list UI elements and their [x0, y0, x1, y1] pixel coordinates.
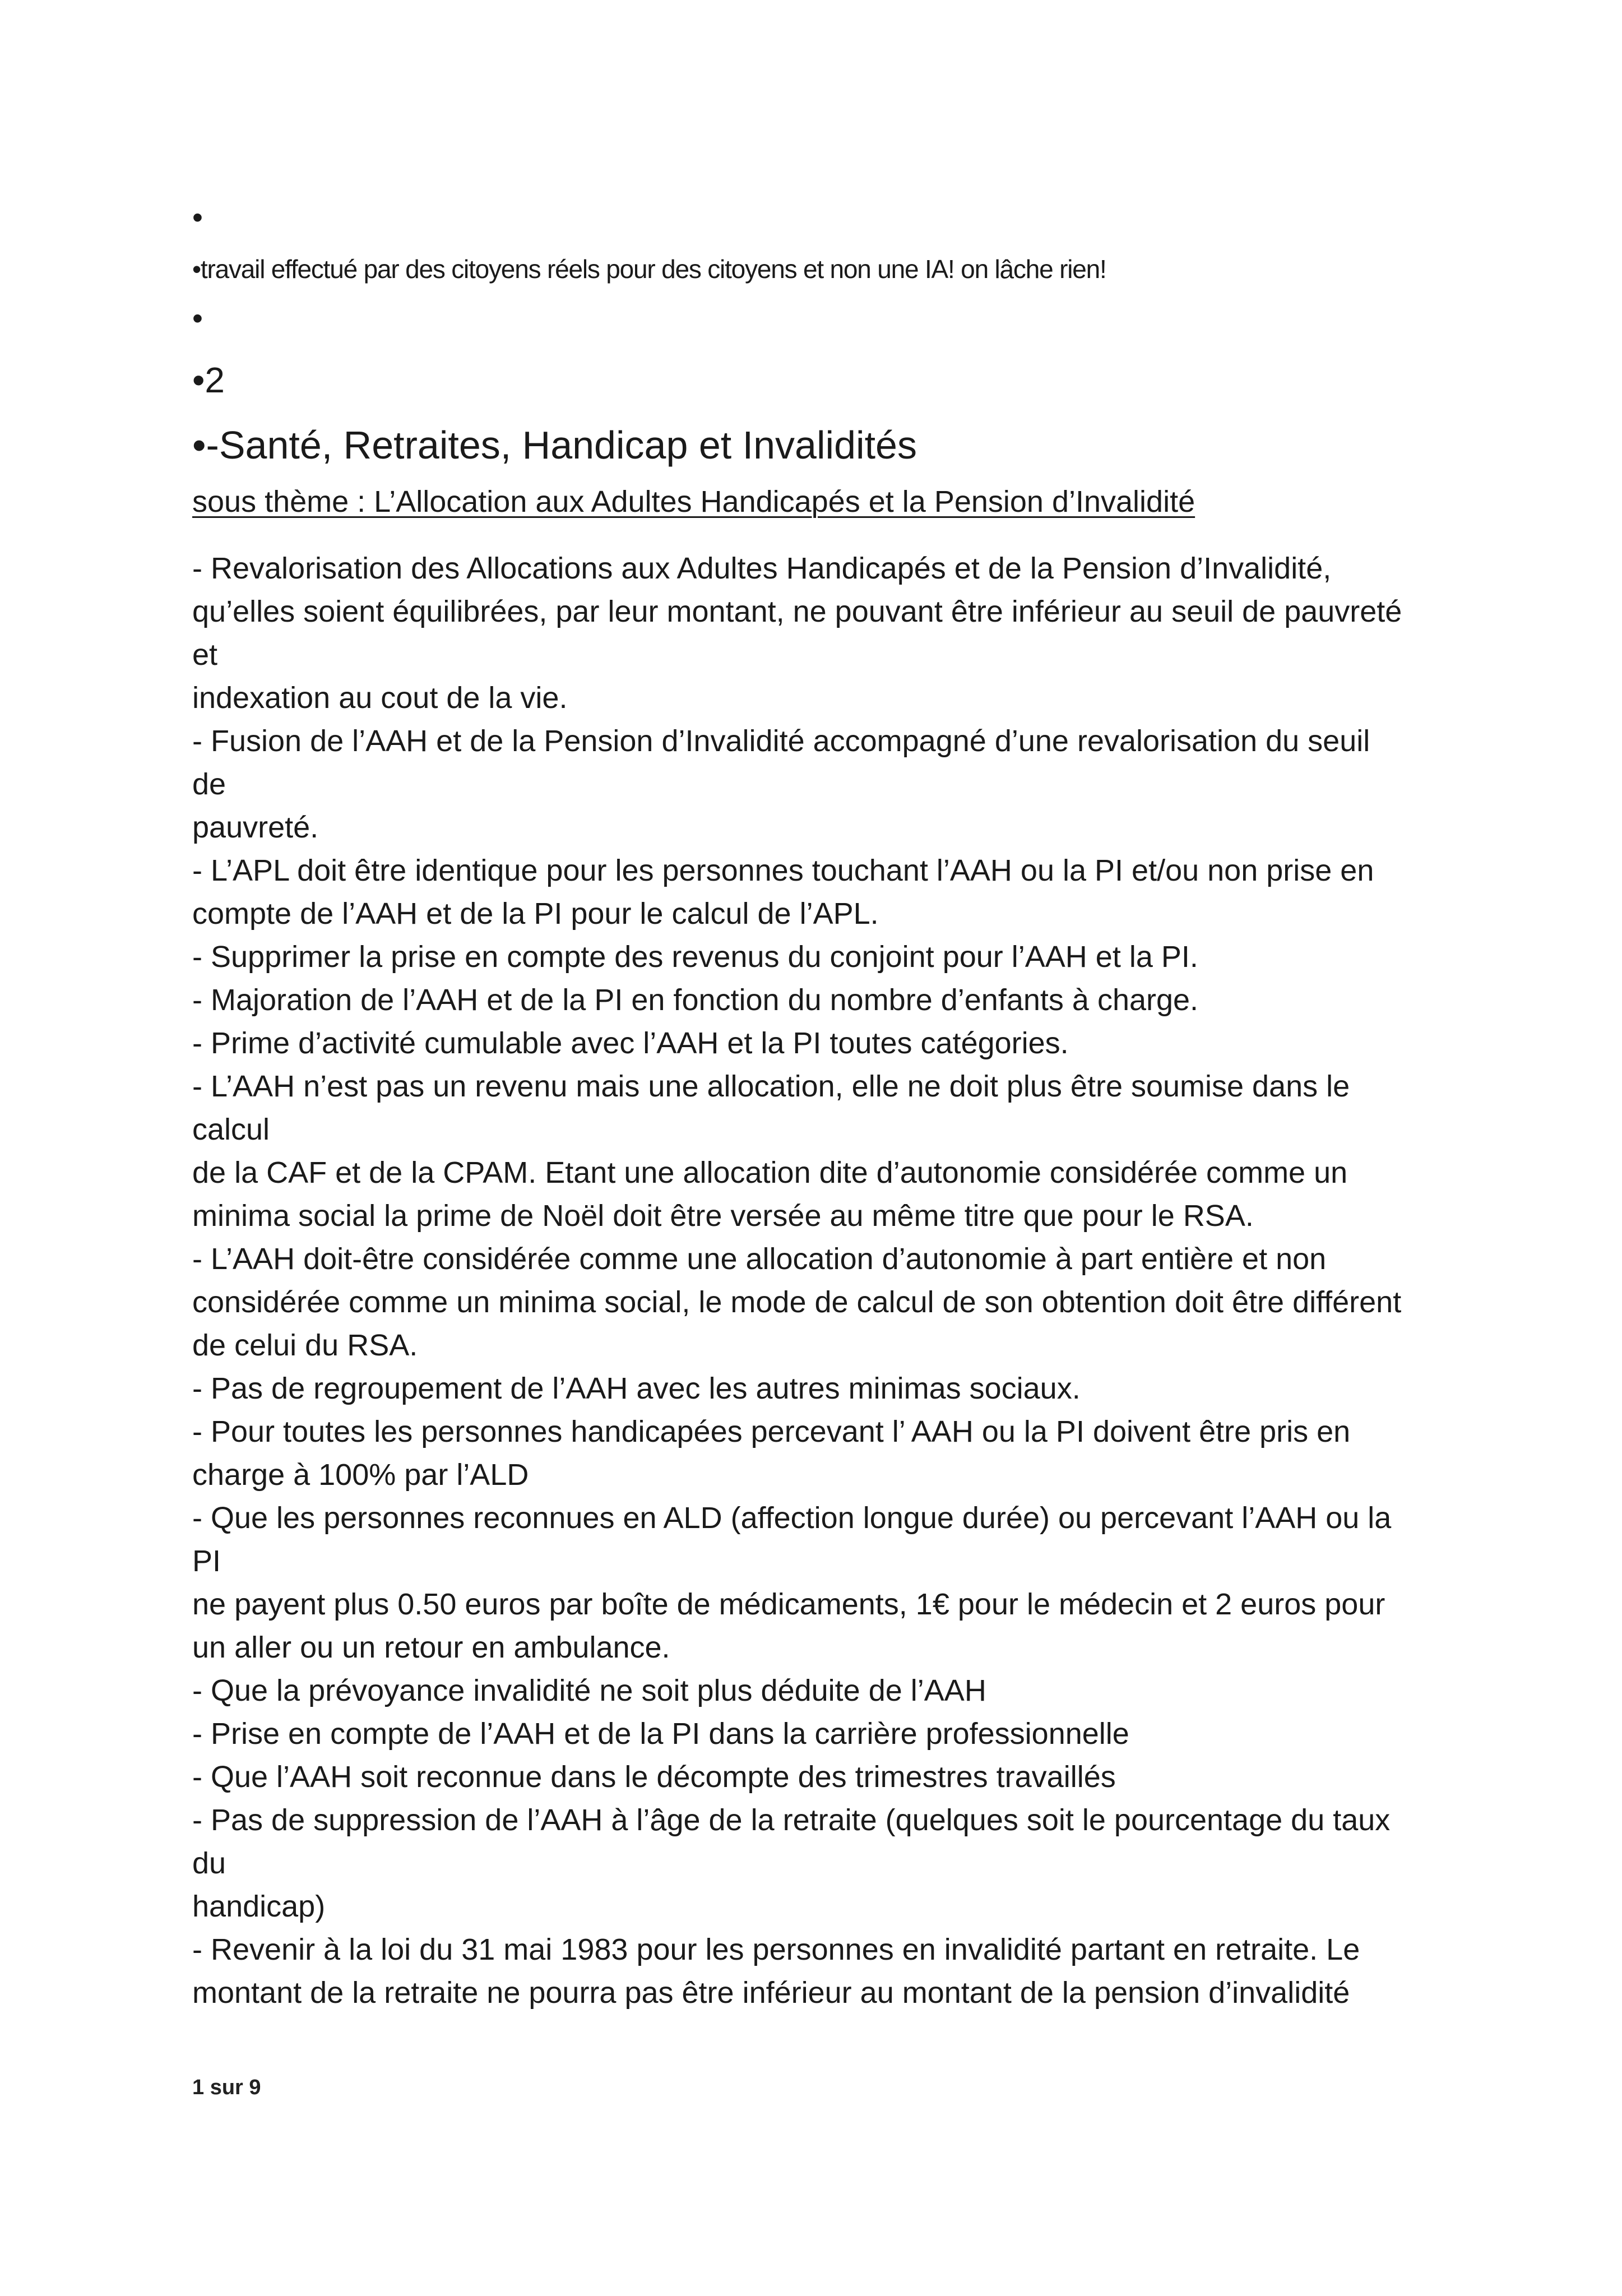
body-line: - Pour toutes les personnes handicapées percevant l’ AAH ou la PI doivent être pris en [192, 1415, 1351, 1448]
body-line: montant de la retraite ne pourra pas être inférieur au montant de la pension d’invalidité [192, 1976, 1350, 2010]
section-heading: •-Santé, Retraites, Handicap et Invalidités [192, 423, 917, 467]
body-line: - Prise en compte de l’AAH et de la PI dans la carrière professionnelle [192, 1717, 1129, 1751]
body-line: - Revenir à la loi du 31 mai 1983 pour les personnes en invalidité partant en retraite. Le [192, 1933, 1360, 1966]
body-line: - Prime d’activité cumulable avec l’AAH et la PI toutes catégories. [192, 1026, 1069, 1060]
body-line: minima social la prime de Noël doit être versée au même titre que pour le RSA. [192, 1199, 1254, 1233]
bullet-notice: •travail effectué par des citoyens réels pour des citoyens et non une IA! on lâche rien! [192, 254, 1106, 284]
body-line: et [192, 638, 218, 672]
body-line: - Majoration de l’AAH et de la PI en fonction du nombre d’enfants à charge. [192, 983, 1199, 1017]
body-line: qu’elles soient équilibrées, par leur montant, ne pouvant être inférieur au seuil de pauvreté [192, 595, 1402, 628]
bullet-empty-2: • [192, 302, 203, 335]
body-line: indexation au cout de la vie. [192, 681, 568, 715]
body-line: compte de l’AAH et de la PI pour le calcul de l’APL. [192, 897, 879, 931]
body-line: - Que l’AAH soit reconnue dans le décompte des trimestres travaillés [192, 1760, 1116, 1794]
body-line: de la CAF et de la CPAM. Etant une allocation dite d’autonomie considérée comme un [192, 1156, 1348, 1189]
body-line: de [192, 767, 226, 801]
body-text [192, 547, 1560, 2015]
body-line: de celui du RSA. [192, 1328, 418, 1362]
body-line: - L’AAH doit-être considérée comme une allocation d’autonomie à part entière et non [192, 1242, 1327, 1276]
body-line: ne payent plus 0.50 euros par boîte de médicaments, 1€ pour le médecin et 2 euros pour [192, 1587, 1385, 1621]
body-line: handicap) [192, 1890, 326, 1923]
body-line: calcul [192, 1113, 270, 1146]
body-line: un aller ou un retour en ambulance. [192, 1631, 670, 1664]
body-line: - L’AAH n’est pas un revenu mais une allocation, elle ne doit plus être soumise dans le [192, 1070, 1350, 1103]
body-line: - Fusion de l’AAH et de la Pension d’Invalidité accompagné d’une revalorisation du seuil [192, 724, 1370, 758]
body-line: PI [192, 1544, 221, 1578]
page-number: 1 sur 9 [192, 2076, 261, 2099]
body-line: - Que les personnes reconnues en ALD (affection longue durée) ou percevant l’AAH ou la [192, 1501, 1392, 1535]
body-line: - Pas de regroupement de l’AAH avec les autres minimas sociaux. [192, 1372, 1081, 1405]
body-line: - L’APL doit être identique pour les personnes touchant l’AAH ou la PI et/ou non prise en [192, 854, 1374, 887]
subtheme-title: sous thème : L’Allocation aux Adultes Handicapés et la Pension d’Invalidité [192, 485, 1195, 519]
body-line: - Supprimer la prise en compte des revenus du conjoint pour l’AAH et la PI. [192, 940, 1198, 974]
body-line: considérée comme un minima social, le mode de calcul de son obtention doit être différent [192, 1285, 1402, 1319]
body-line: du [192, 1846, 226, 1880]
body-line: charge à 100% par l’ALD [192, 1458, 529, 1492]
body-line: pauvreté. [192, 811, 319, 844]
bullet-section-number: •2 [192, 360, 225, 400]
body-line: - Pas de suppression de l’AAH à l’âge de la retraite (quelques soit le pourcentage du taux [192, 1803, 1391, 1837]
bullet-empty-1: • [192, 201, 203, 234]
body-line: - Que la prévoyance invalidité ne soit plus déduite de l’AAH [192, 1674, 986, 1707]
body-line: - Revalorisation des Allocations aux Adultes Handicapés et de la Pension d’Invalidité, [192, 552, 1332, 585]
